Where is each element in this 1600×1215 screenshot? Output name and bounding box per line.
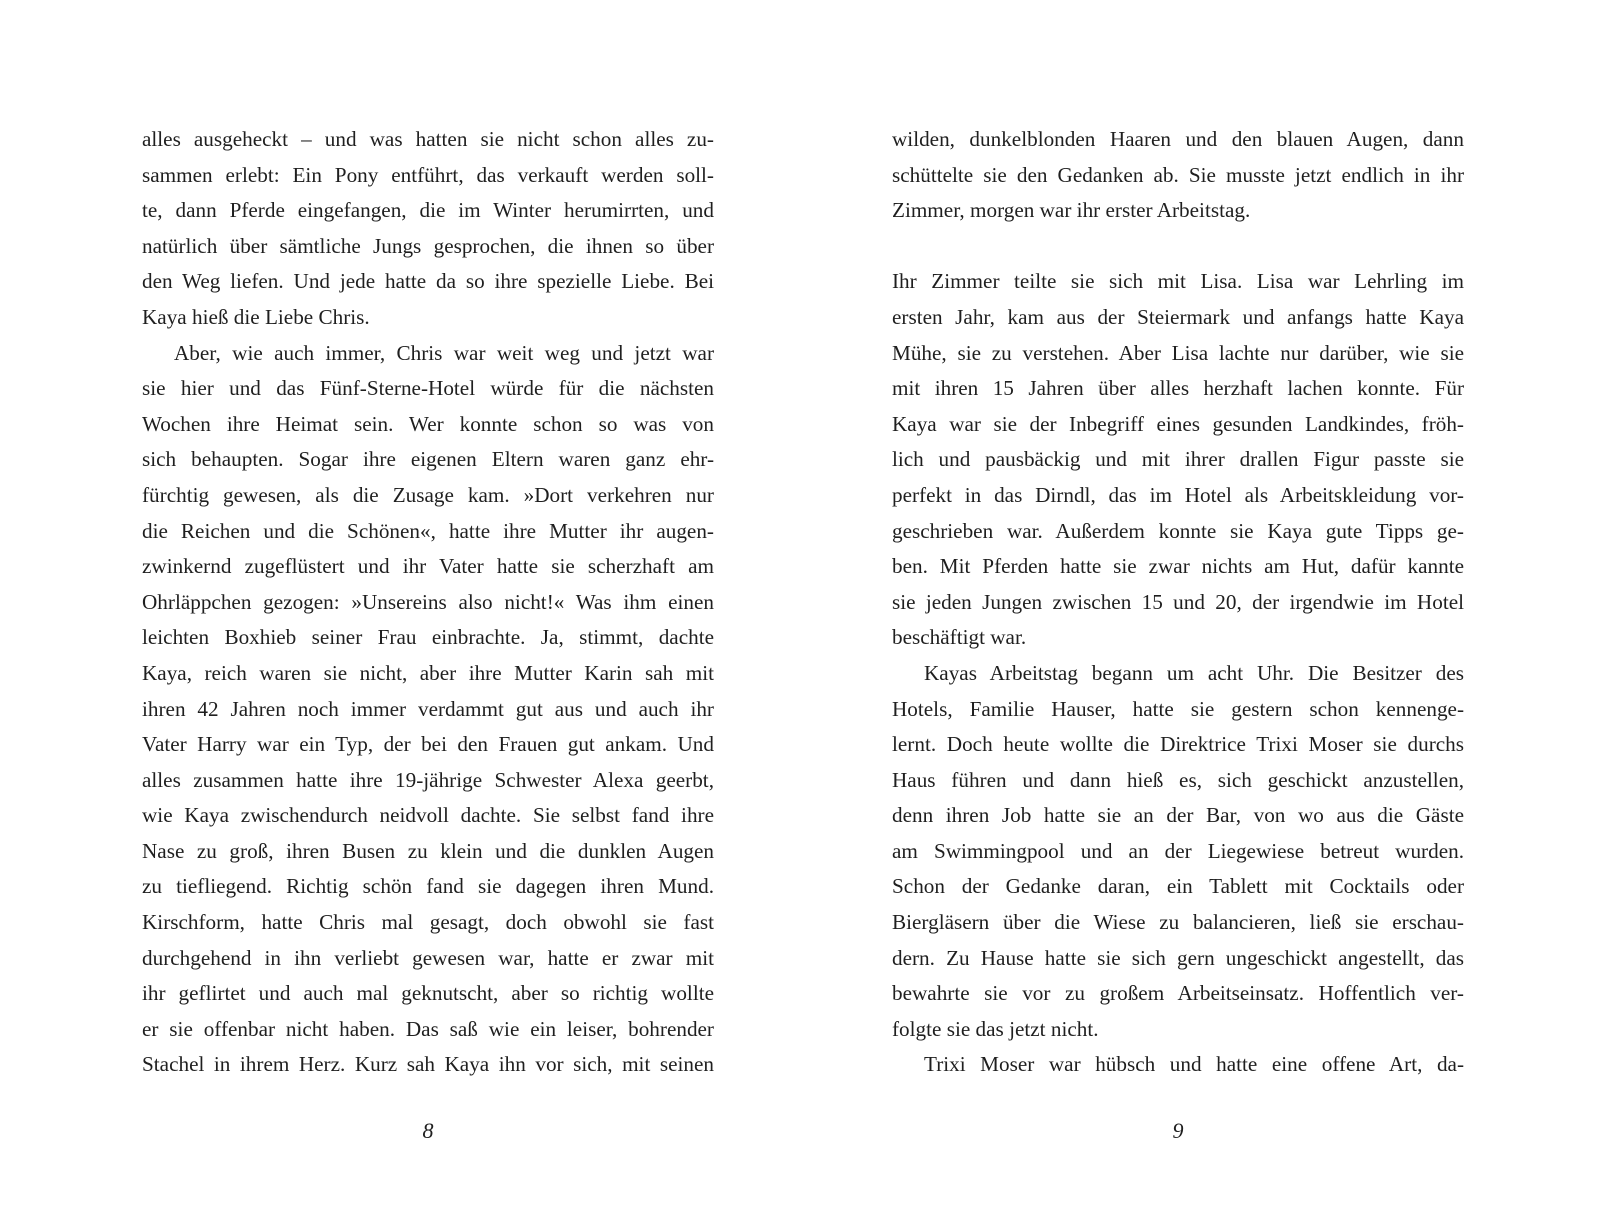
text-line: Kaya hieß die Liebe Chris.	[142, 304, 370, 329]
text-line: wilden, dunkelblonden Haaren und den blauen Augen, dann	[892, 127, 1464, 151]
text-line: fürchtig gewesen, als die Zusage kam. »Dort verkehren nur	[142, 482, 714, 507]
text-line: Nase zu groß, ihren Busen zu klein und die dunklen Augen	[142, 838, 714, 863]
text-line: Aber, wie auch immer, Chris war weit weg und jetzt war	[174, 340, 714, 365]
text-line: die Reichen und die Schönen«, hatte ihre Mutter ihr augen-	[142, 518, 714, 543]
text-line: zu tiefliegend. Richtig schön fand sie dagegen ihren Mund.	[142, 874, 714, 899]
left-page	[142, 122, 714, 1083]
text-line: Kayas Arbeitstag begann um acht Uhr. Die Besitzer des	[924, 660, 1464, 685]
text-line: Schon der Gedanke daran, ein Tablett mit Cocktails oder	[892, 874, 1464, 899]
text-line: den Weg liefen. Und jede hatte da so ihre spezielle Liebe. Bei	[142, 269, 714, 294]
text-line: Wochen ihre Heimat sein. Wer konnte schon so was von	[142, 411, 714, 436]
text-line: Kaya war sie der Inbegriff eines gesunden Landkindes, fröh-	[892, 411, 1464, 436]
text-line: ihren 42 Jahren noch immer verdammt gut aus und auch ihr	[142, 696, 714, 721]
right-page	[892, 122, 1464, 1083]
text-line: alles ausgeheckt – und was hatten sie nicht schon alles zu-	[142, 127, 714, 151]
text-line: zwinkernd zugeflüstert und ihr Vater hatte sie scherzhaft am	[142, 554, 714, 579]
text-line: denn ihren Job hatte sie an der Bar, von wo aus die Gäste	[892, 803, 1464, 828]
text-line: sie hier und das Fünf-Sterne-Hotel würde für die nächsten	[142, 376, 714, 401]
text-line: lernt. Doch heute wollte die Direktrice Trixi Moser sie durchs	[892, 732, 1464, 757]
text-line: dern. Zu Hause hatte sie sich gern ungeschickt angestellt, das	[892, 945, 1464, 970]
text-line: Trixi Moser war hübsch und hatte eine offene Art, da-	[924, 1052, 1464, 1077]
text-line: alles zusammen hatte ihre 19-jährige Schwester Alexa geerbt,	[142, 767, 714, 792]
text-line: Hotels, Familie Hauser, hatte sie gestern schon kennenge-	[892, 696, 1464, 721]
text-line: sammen erlebt: Ein Pony entführt, das verkauft werden soll-	[142, 162, 714, 187]
text-line: perfekt in das Dirndl, das im Hotel als Arbeitskleidung vor-	[892, 482, 1464, 507]
text-line: sich behaupten. Sogar ihre eigenen Eltern waren ganz ehr-	[142, 447, 714, 472]
text-line: Kirschform, hatte Chris mal gesagt, doch obwohl sie fast	[142, 910, 714, 935]
text-line: beschäftigt war.	[892, 625, 1027, 650]
text-line: am Swimmingpool und an der Liegewiese betreut wurden.	[892, 838, 1464, 863]
section-break	[892, 229, 1464, 265]
text-line: Zimmer, morgen war ihr erster Arbeitstag.	[892, 198, 1251, 223]
text-line: ben. Mit Pferden hatte sie zwar nichts am Hut, dafür kannte	[892, 554, 1464, 579]
text-line: Stachel in ihrem Herz. Kurz sah Kaya ihn vor sich, mit seinen	[142, 1052, 714, 1077]
text-line: Ohrläppchen gezogen: »Unsereins also nicht!« Was ihm einen	[142, 589, 714, 614]
text-line: Haus führen und dann hieß es, sich geschickt anzustellen,	[892, 767, 1464, 792]
text-line: natürlich über sämtliche Jungs gesprochen, die ihnen so über	[142, 233, 714, 258]
text-line: Kaya, reich waren sie nicht, aber ihre Mutter Karin sah mit	[142, 660, 714, 685]
text-line: Ihr Zimmer teilte sie sich mit Lisa. Lisa war Lehrling im	[892, 269, 1464, 294]
text-line: bewahrte sie vor zu großem Arbeitseinsatz. Hoffentlich ver-	[892, 981, 1464, 1006]
text-line: wie Kaya zwischendurch neidvoll dachte. Sie selbst fand ihre	[142, 803, 714, 828]
text-line: sie jeden Jungen zwischen 15 und 20, der irgendwie im Hotel	[892, 589, 1464, 614]
text-line: folgte sie das jetzt nicht.	[892, 1016, 1099, 1041]
text-line: ersten Jahr, kam aus der Steiermark und anfangs hatte Kaya	[892, 304, 1464, 329]
text-line: Vater Harry war ein Typ, der bei den Frauen gut ankam. Und	[142, 732, 714, 757]
text-line: lich und pausbäckig und mit ihrer drallen Figur passte sie	[892, 447, 1464, 472]
page-number-left: 8	[422, 1118, 434, 1143]
text-line: schüttelte sie den Gedanken ab. Sie musste jetzt endlich in ihr	[892, 162, 1464, 187]
text-line: Mühe, sie zu verstehen. Aber Lisa lachte nur darüber, wie sie	[892, 340, 1464, 365]
text-line: te, dann Pferde eingefangen, die im Winter herumirrten, und	[142, 198, 714, 223]
text-line: leichten Boxhieb seiner Frau einbrachte. Ja, stimmt, dachte	[142, 625, 714, 650]
text-line: er sie offenbar nicht haben. Das saß wie ein leiser, bohrender	[142, 1016, 714, 1041]
text-line: geschrieben war. Außerdem konnte sie Kaya gute Tipps ge-	[892, 518, 1464, 543]
text-line: mit ihren 15 Jahren über alles herzhaft lachen konnte. Für	[892, 376, 1464, 401]
text-line: durchgehend in ihn verliebt gewesen war, hatte er zwar mit	[142, 945, 714, 970]
text-line: Biergläsern über die Wiese zu balancieren, ließ sie erschau-	[892, 910, 1464, 935]
page-number-right: 9	[1172, 1118, 1184, 1143]
text-line: ihr geflirtet und auch mal geknutscht, aber so richtig wollte	[142, 981, 714, 1006]
